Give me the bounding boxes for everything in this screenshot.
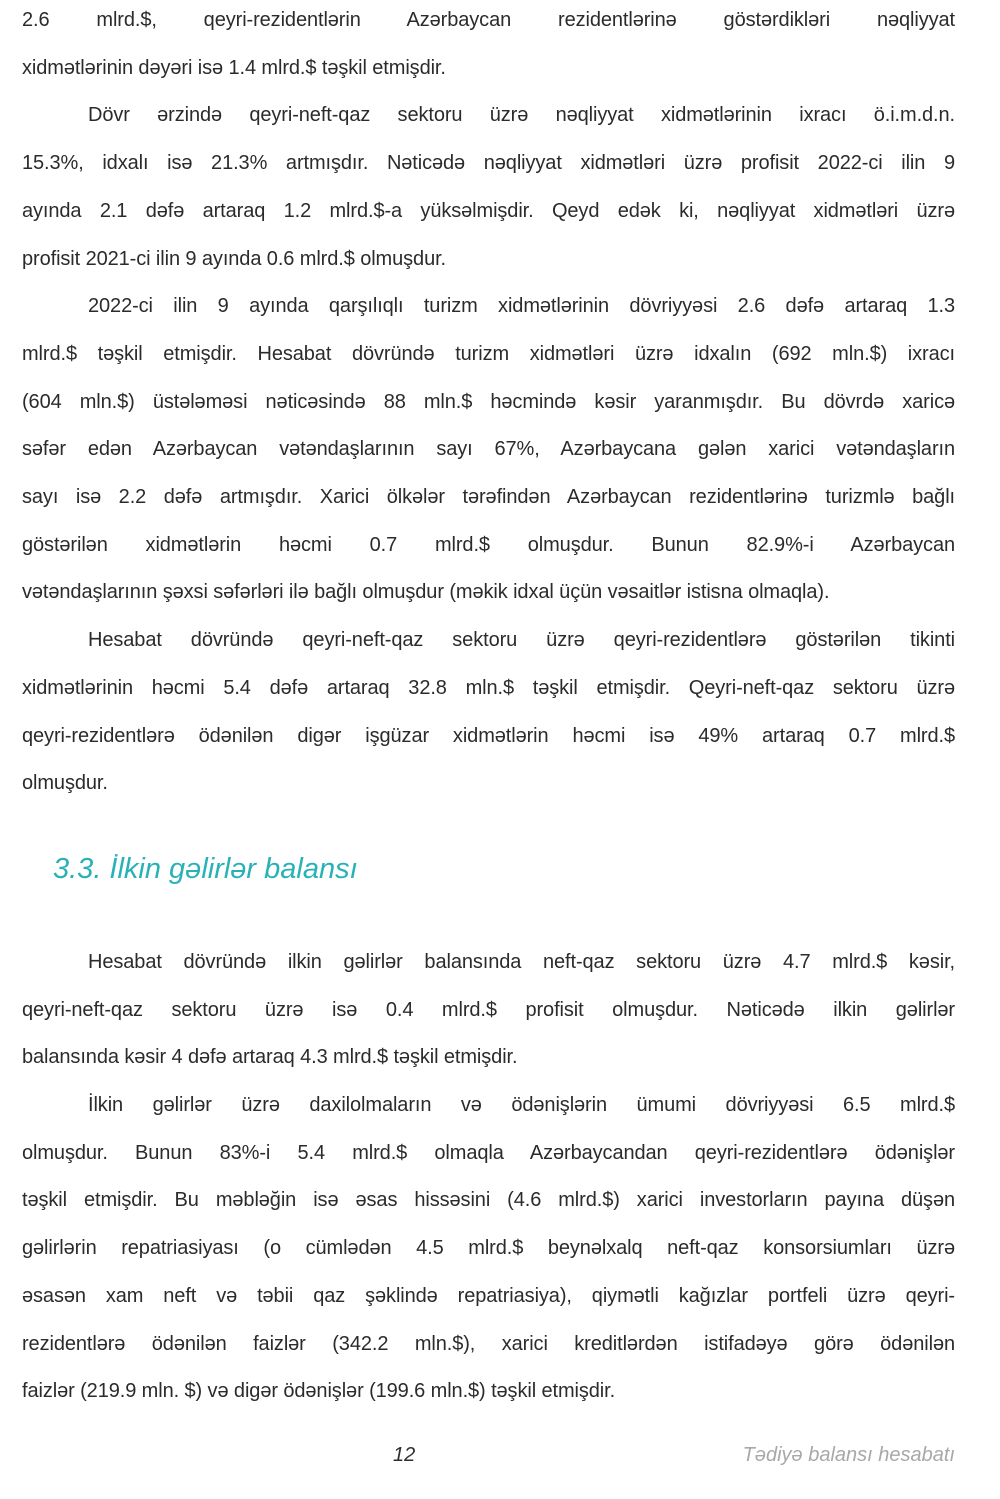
text-line: (604 mln.$) üstələməsi nəticəsində 88 mln.$ həcmində kəsir yaranmışdır. Bu dövrdə xaricə — [22, 390, 955, 413]
section-heading: 3.3. İlkin gəlirlər balansı — [53, 852, 358, 885]
text-line: təşkil etmişdir. Bu məbləğin isə əsas hissəsini (4.6 mlrd.$) xarici investorların payına düşən — [22, 1189, 955, 1212]
text-line: balansında kəsir 4 dəfə artaraq 4.3 mlrd.$ təşkil etmişdir. — [22, 1046, 518, 1069]
text-line: qeyri-neft-qaz sektoru üzrə isə 0.4 mlrd.$ profisit olmuşdur. Nəticədə ilkin gəlirlər — [22, 998, 955, 1021]
paragraph — [22, 92, 955, 283]
text-line: 2022-ci ilin 9 ayında qarşılıqlı turizm xidmətlərinin dövriyyəsi 2.6 dəfə artaraq 1.3 — [88, 295, 955, 318]
text-line: Hesabat dövründə ilkin gəlirlər balansında neft-qaz sektoru üzrə 4.7 mlrd.$ kəsir, — [88, 950, 955, 973]
text-line: mlrd.$ təşkil etmişdir. Hesabat dövründə turizm xidmətləri üzrə idxalın (692 mln.$) ixracı — [22, 342, 955, 365]
document-section — [22, 0, 955, 808]
text-line: qeyri-rezidentlərə ödənilən digər işgüzar xidmətlərin həcmi isə 49% artaraq 0.7 mlrd.$ — [22, 724, 955, 747]
text-line: rezidentlərə ödənilən faizlər (342.2 mln.$), xarici kreditlərdən istifadəyə görə ödənilən — [22, 1332, 955, 1355]
paragraph — [22, 283, 955, 617]
paragraph — [22, 1082, 955, 1416]
document-section — [22, 850, 955, 1416]
text-line: 15.3%, idxalı isə 21.3% artmışdır. Nəticədə nəqliyyat xidmətləri üzrə profisit 2022-ci ilin 9 — [22, 152, 955, 175]
text-line: İlkin gəlirlər üzrə daxilolmaların və ödənişlərin ümumi dövriyyəsi 6.5 mlrd.$ — [88, 1094, 955, 1117]
text-line: 2.6 mlrd.$, qeyri-rezidentlərin Azərbaycan rezidentlərinə göstərdikləri nəqliyyat — [22, 9, 955, 31]
text-line: səfər edən Azərbaycan vətəndaşlarının sayı 67%, Azərbaycana gələn xarici vətəndaşların — [22, 438, 955, 461]
text-line: faizlər (219.9 mln. $) və digər ödənişlər (199.6 mln.$) təşkil etmişdir. — [22, 1380, 616, 1403]
text-line: vətəndaşlarının şəxsi səfərləri ilə bağlı olmuşdur (məkik idxal üçün vəsaitlər istisna olmaqla). — [22, 581, 830, 604]
paragraph — [22, 617, 955, 808]
text-line: Dövr ərzində qeyri-neft-qaz sektoru üzrə nəqliyyat xidmətlərinin ixracı ö.i.m.d.n. — [88, 104, 955, 127]
text-line: sayı isə 2.2 dəfə artmışdır. Xarici ölkələr tərəfindən Azərbaycan rezidentlərinə turizmlə bağlı — [22, 486, 955, 509]
text-line: Hesabat dövründə qeyri-neft-qaz sektoru üzrə qeyri-rezidentlərə göstərilən tikinti — [88, 629, 955, 652]
text-line: xidmətlərinin həcmi 5.4 dəfə artaraq 32.8 mln.$ təşkil etmişdir. Qeyri-neft-qaz sektoru üzrə — [22, 676, 955, 699]
paragraph — [22, 0, 955, 92]
text-line: xidmətlərinin dəyəri isə 1.4 mlrd.$ təşkil etmişdir. — [22, 56, 446, 79]
paragraph — [22, 939, 955, 1082]
page-footer — [0, 1440, 1000, 1470]
page-number: 12 — [393, 1444, 416, 1466]
footer-report-title: Tədiyə balansı hesabatı — [742, 1444, 955, 1466]
text-line: göstərilən xidmətlərin həcmi 0.7 mlrd.$ olmuşdur. Bunun 82.9%-i Azərbaycan — [22, 533, 955, 556]
text-line: olmuşdur. Bunun 83%-i 5.4 mlrd.$ olmaqla Azərbaycandan qeyri-rezidentlərə ödənişlər — [22, 1141, 955, 1164]
text-line: olmuşdur. — [22, 772, 108, 795]
text-line: profisit 2021-ci ilin 9 ayında 0.6 mlrd.$ olmuşdur. — [22, 247, 447, 270]
text-line: əsasən xam neft və təbii qaz şəklində repatriasiya), qiymətli kağızlar portfeli üzrə qeyri- — [22, 1284, 955, 1307]
text-line: ayında 2.1 dəfə artaraq 1.2 mlrd.$-a yüksəlmişdir. Qeyd edək ki, nəqliyyat xidmətləri üzrə — [22, 199, 955, 222]
text-line: gəlirlərin repatriasiyası (o cümlədən 4.5 mlrd.$ beynəlxalq neft-qaz konsorsiumları üzrə — [22, 1237, 955, 1260]
